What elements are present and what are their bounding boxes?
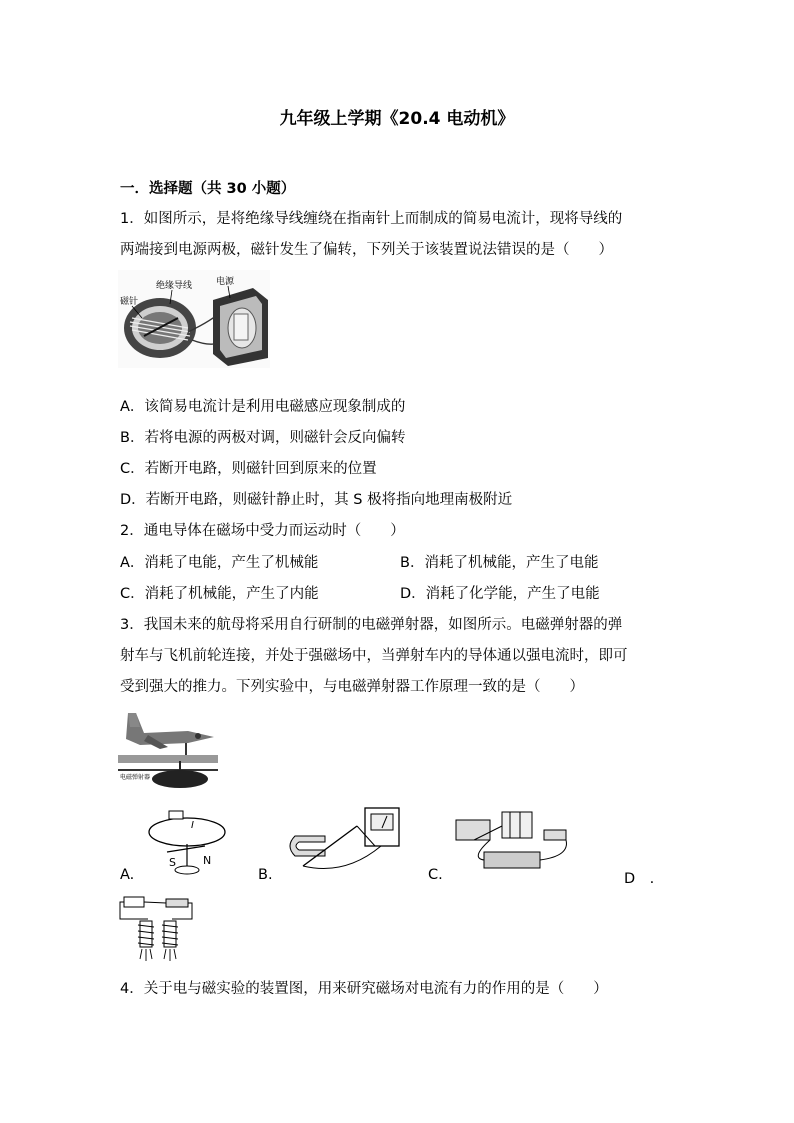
- q3-option-a-label: A.: [120, 867, 135, 883]
- q4-stem: 4．关于电与磁实验的装置图，用来研究磁场对电流有力的作用的是（ ）: [120, 981, 608, 997]
- q2-option-b: B．消耗了机械能，产生了电能: [400, 555, 599, 571]
- q3-option-c-label: C.: [428, 867, 443, 883]
- q3-figure-a-oersted: [145, 808, 230, 880]
- q2-option-a: A．消耗了电能，产生了机械能: [120, 555, 319, 571]
- q3-figure-d-electromagnets: [118, 893, 196, 965]
- q3-option-b-label: B.: [258, 867, 273, 883]
- q1-stem-line1: 1．如图所示，是将绝缘导线缠绕在指南针上而制成的简易电流计，现将导线的: [120, 211, 623, 227]
- q1-option-c: C．若断开电路，则磁针回到原来的位置: [120, 461, 377, 477]
- q3-stem-line3: 受到强大的推力。下列实验中，与电磁弹射器工作原理一致的是（ ）: [120, 679, 584, 695]
- q3-stem-line2: 射车与飞机前轮连接，并处于强磁场中，当弹射车内的导体通以强电流时，即可: [120, 648, 628, 664]
- q1-label-source: 电源: [216, 277, 235, 287]
- q2-option-c: C．消耗了机械能，产生了内能: [120, 586, 319, 602]
- section-heading: 一．选择题（共 30 小题）: [120, 181, 296, 197]
- q1-label-wire: 绝缘导线: [156, 281, 193, 291]
- q1-option-a: A．该简易电流计是利用电磁感应现象制成的: [120, 399, 406, 415]
- q3-figure-c-motor: [450, 806, 580, 884]
- q3-a-n-pole: N: [203, 854, 212, 867]
- q1-option-d: D．若断开电路，则磁针静止时，其 S 极将指向地理南极附近: [120, 492, 513, 508]
- q3-figure-caption: 电磁弹射器: [120, 774, 151, 781]
- q3-option-d-label: D .: [624, 871, 655, 887]
- q3-figure-catapult: [118, 705, 218, 795]
- q1-stem-line2: 两端接到电源两极，磁针发生了偏转，下列关于该装置说法错误的是（ ）: [120, 242, 613, 258]
- q3-stem-line1: 3．我国未来的航母将采用自行研制的电磁弹射器，如图所示。电磁弹射器的弹: [120, 617, 623, 633]
- q2-stem: 2．通电导体在磁场中受力而运动时（ ）: [120, 523, 405, 539]
- q2-option-d: D．消耗了化学能，产生了电能: [400, 586, 600, 602]
- q1-label-needle: 磁针: [120, 297, 139, 307]
- q3-a-s-pole: S: [169, 856, 176, 869]
- q3-figure-b-induction: [285, 806, 403, 878]
- q3-a-current: I: [191, 820, 194, 831]
- q1-figure-galvanometer: [118, 270, 270, 368]
- page-title: 九年级上学期《20.4 电动机》: [279, 109, 515, 129]
- q1-option-b: B．若将电源的两极对调，则磁针会反向偏转: [120, 430, 406, 446]
